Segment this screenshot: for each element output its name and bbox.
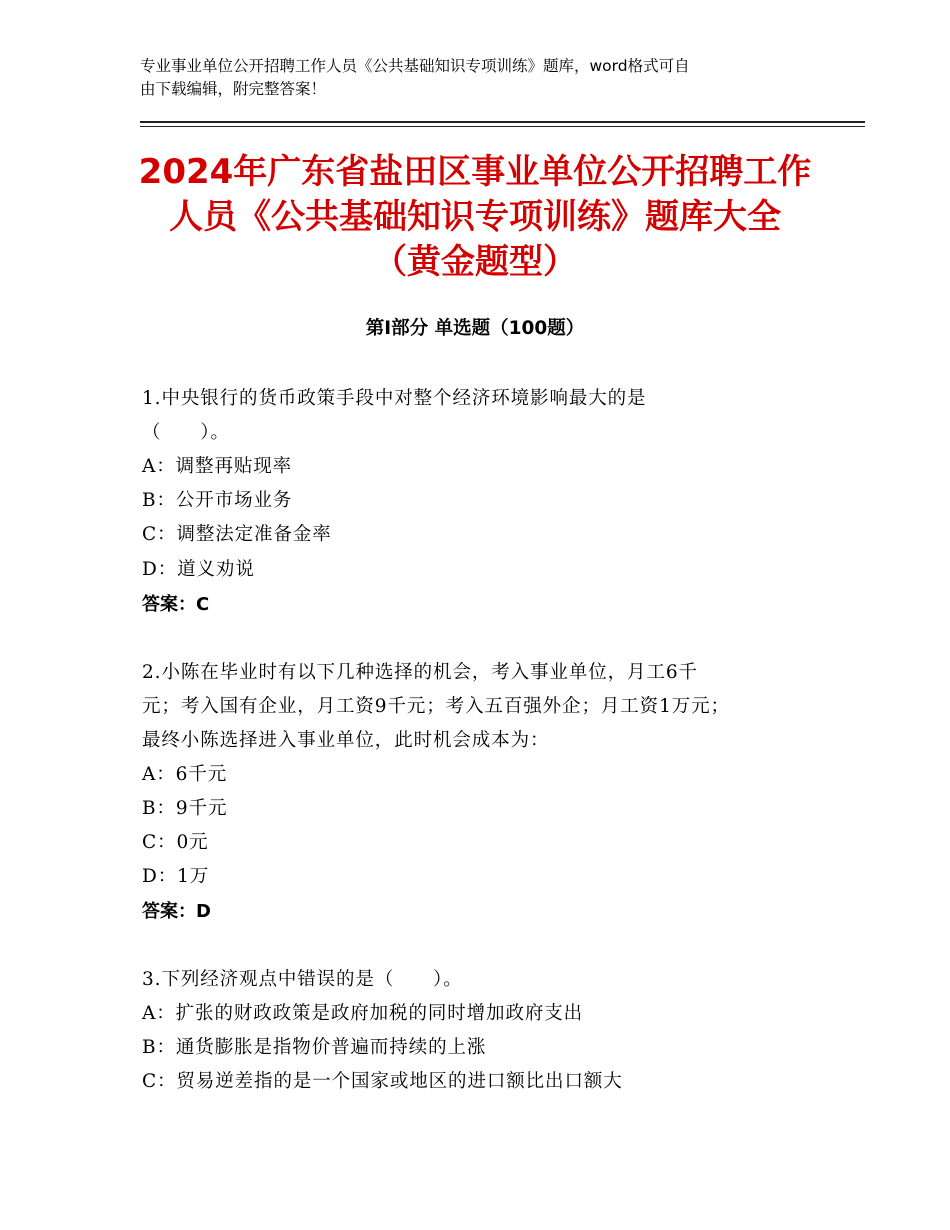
question-2-option-b: B：9千元 — [142, 798, 228, 819]
title-line-1: 2024年广东省盐田区事业单位公开招聘工作 — [138, 152, 812, 192]
question-2-stem-line-2: 元；考入国有企业，月工资9千元；考入五百强外企；月工资1万元； — [142, 696, 730, 717]
title-line-3: （黄金题型） — [373, 242, 577, 282]
question-1-stem-line-1: 1.中央银行的货币政策手段中对整个经济环境影响最大的是 — [142, 388, 647, 409]
header-note-line-2: 由下载编辑，附完整答案！ — [140, 80, 327, 98]
question-3-option-a: A：扩张的财政政策是政府加税的同时增加政府支出 — [142, 1003, 584, 1024]
question-1-answer: 答案：C — [142, 594, 210, 615]
section-title: 第Ⅰ部分 单选题（100题） — [365, 318, 585, 339]
question-2-option-d: D：1万 — [142, 866, 210, 887]
header-divider-thin — [140, 126, 865, 127]
question-1-option-d: D：道义劝说 — [142, 559, 255, 580]
question-2-option-a: A：6千元 — [142, 764, 228, 785]
header-note — [140, 55, 820, 101]
question-2-stem-line-1: 2.小陈在毕业时有以下几种选择的机会，考入事业单位，月工6千 — [142, 662, 698, 683]
question-1-stem-line-2: （ ）。 — [142, 422, 230, 443]
header-note-line-1: 专业事业单位公开招聘工作人员《公共基础知识专项训练》题库，word格式可自 — [140, 57, 690, 75]
question-3-option-c: C：贸易逆差指的是一个国家或地区的进口额比出口额大 — [142, 1071, 623, 1092]
question-3-stem-line-1: 3.下列经济观点中错误的是（ ）。 — [142, 969, 463, 990]
document-title — [110, 150, 840, 285]
question-1-option-b: B：公开市场业务 — [142, 490, 293, 511]
header-divider-thick — [140, 121, 865, 123]
question-2-option-c: C：0元 — [142, 832, 209, 853]
question-2-answer: 答案：D — [142, 901, 211, 922]
question-1-option-c: C：调整法定准备金率 — [142, 524, 332, 545]
question-1-option-a: A：调整再贴现率 — [142, 456, 293, 477]
question-2-stem-line-3: 最终小陈选择进入事业单位，此时机会成本为： — [142, 730, 550, 751]
title-line-2: 人员《公共基础知识专项训练》题库大全 — [169, 197, 781, 237]
question-3-option-b: B：通货膨胀是指物价普遍而持续的上涨 — [142, 1037, 487, 1058]
